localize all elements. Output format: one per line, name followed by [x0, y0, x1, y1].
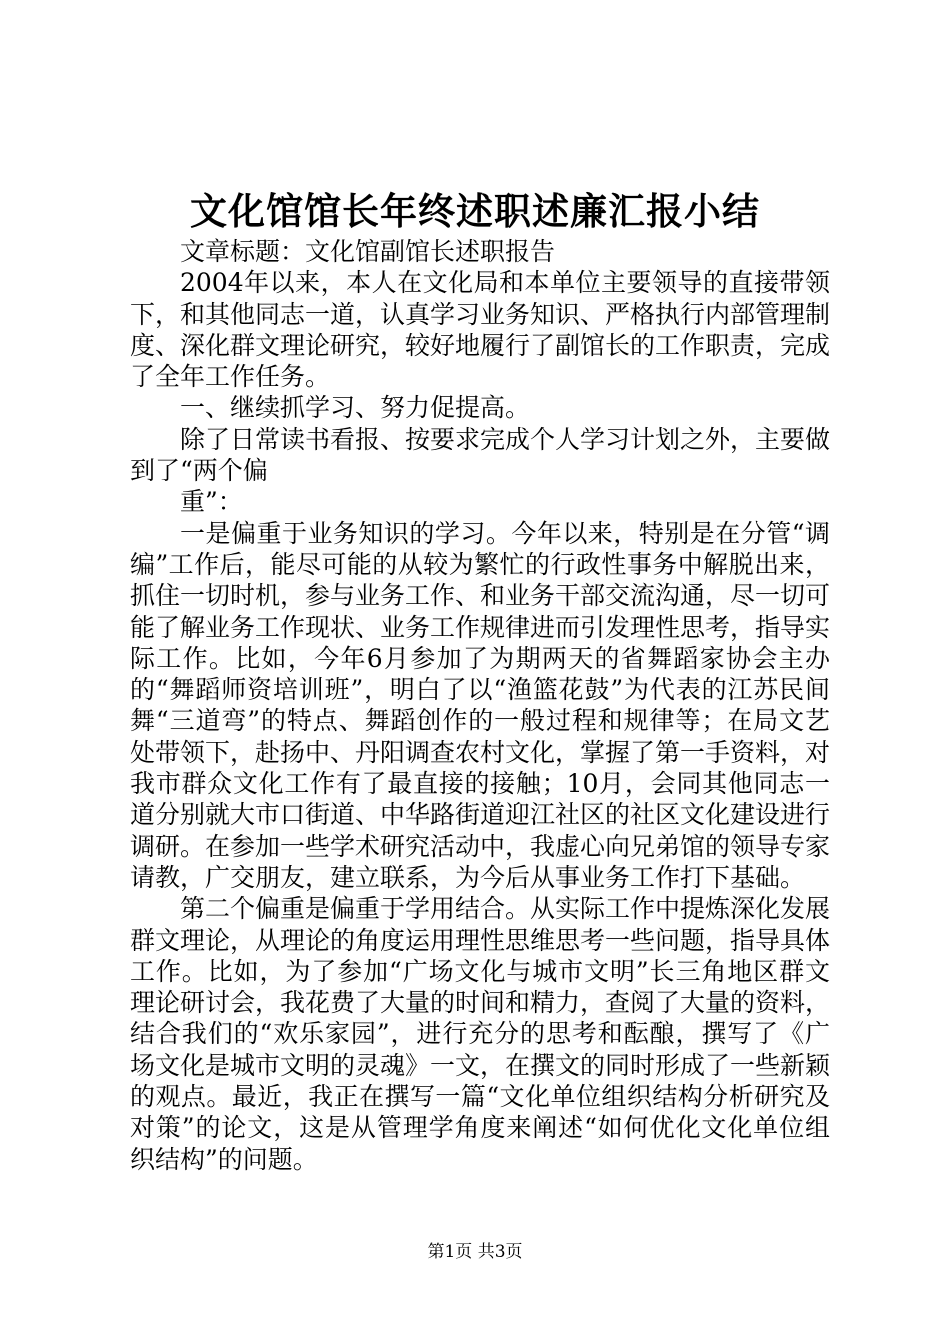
page-number-footer: 第1页 共3页 [427, 1242, 523, 1262]
paragraph-article-title: 文章标题：文化馆副馆长述职报告 [180, 237, 556, 266]
paragraph-second-emphasis: 第二个偏重是偏重于学用结合。从实际工作中提炼深化发展群文理论，从理论的角度运用理性思维思考一些问题，指导具体工作。比如，为了参加“广场文化与城市文明”长三角地区群文理论研讨会，我花费了大量的时间和精力，查阅了大量的资料，结合我们的“欢乐家园”，进行充分的思考和酝酿，撰写了《广场文化是城市文明的灵魂》一文，在撰文的同时形成了一些新颖的观点。最近，我正在撰写一篇“文化单位组织结构分析研究及对策”的论文，这是从管理学角度来阐述“如何优化文化单位组织结构”的问题。 [130, 894, 831, 1174]
paragraph-intro: 2004年以来，本人在文化局和本单位主要领导的直接带领下，和其他同志一道，认真学习业务知识、严格执行内部管理制度、深化群文理论研究，较好地履行了副馆长的工作职责，完成了全年工作任务。 [130, 268, 831, 392]
paragraph-study-intro: 除了日常读书看报、按要求完成个人学习计划之外，主要做到了“两个偏 [130, 424, 831, 486]
paragraph-study-intro-continued: 重”： [180, 487, 243, 517]
paragraph-first-emphasis: 一是偏重于业务知识的学习。今年以来，特别是在分管“调编”工作后，能尽可能的从较为繁忙的行政性事务中解脱出来，抓住一切时机，参与业务工作、和业务干部交流沟通，尽一切可能了解业务工作现状、业务工作规律进而引发理性思考，指导实际工作。比如，今年6月参加了为期两天的省舞蹈家协会主办的“舞蹈师资培训班”，明白了以“渔篮花鼓”为代表的江苏民间舞“三道弯”的特点、舞蹈创作的一般过程和规律等；在局文艺处带领下，赴扬中、丹阳调查农村文化，掌握了第一手资料，对我市群众文化工作有了最直接的接触；10月，会同其他同志一道分别就大市口街道、中华路街道迎江社区的社区文化建设进行调研。在参加一些学术研究活动中，我虚心向兄弟馆的领导专家请教，广交朋友，建立联系，为今后从事业务工作打下基础。 [130, 518, 831, 892]
paragraph-section-heading: 一、继续抓学习、努力促提高。 [180, 393, 531, 423]
document-title: 文化馆馆长年终述职述廉汇报小结 [190, 189, 760, 233]
document-body [130, 236, 830, 1175]
